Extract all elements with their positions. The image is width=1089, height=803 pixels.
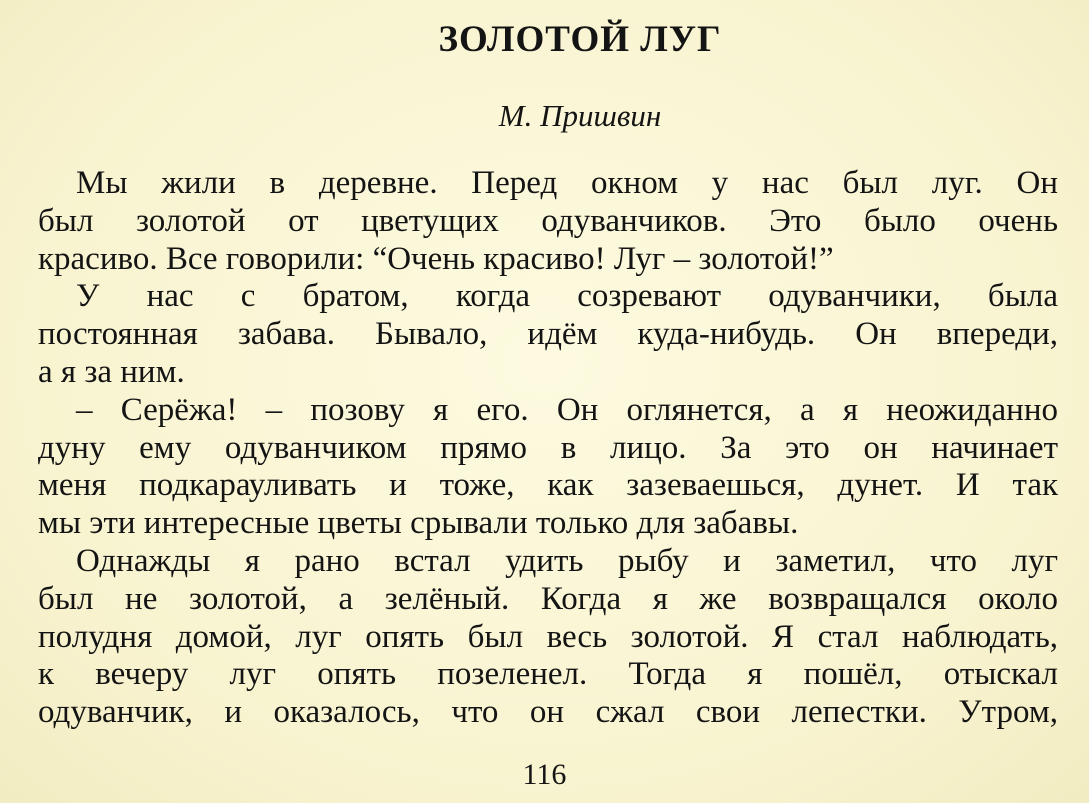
text-line: Мы жили в деревне. Перед окном у нас был луг. Он xyxy=(76,165,1058,201)
story-author: М. Пришвин xyxy=(498,98,662,133)
text-line: а я за ним. xyxy=(38,353,185,390)
text-line: – Серёжа! – позову я его. Он оглянется, а я неожиданно xyxy=(76,391,1058,428)
page-number: 116 xyxy=(522,758,567,791)
text-line: красиво. Все говорили: “Очень красиво! Луг – золотой!” xyxy=(38,240,834,277)
text-line: мы эти интересные цветы срывали только для забавы. xyxy=(38,505,799,542)
text-line: меня подкарауливать и тоже, как зазеваешься, дунет. И так xyxy=(38,467,1058,504)
text-line: полудня домой, луг опять был весь золотой. Я стал наблюдать, xyxy=(38,618,1058,655)
story-text xyxy=(38,165,1058,732)
text-line: дуну ему одуванчиком прямо в лицо. За это он начинает xyxy=(38,429,1058,466)
text-line: постоянная забава. Бывало, идём куда-нибудь. Он впереди, xyxy=(38,316,1058,353)
story-title: ЗОЛОТОЙ ЛУГ xyxy=(438,19,722,60)
text-line: Однажды я рано встал удить рыбу и заметил, что луг xyxy=(76,542,1058,579)
text-line: был не золотой, а зелёный. Когда я же возвращался около xyxy=(38,580,1058,617)
text-line: У нас с братом, когда созревают одуванчики, была xyxy=(76,278,1058,315)
text-line: был золотой от цветущих одуванчиков. Это было очень xyxy=(38,202,1058,239)
text-line: к вечеру луг опять позеленел. Тогда я пошёл, отыскал xyxy=(38,656,1058,693)
text-line: одуванчик, и оказалось, что он сжал свои лепестки. Утром, xyxy=(38,694,1058,731)
